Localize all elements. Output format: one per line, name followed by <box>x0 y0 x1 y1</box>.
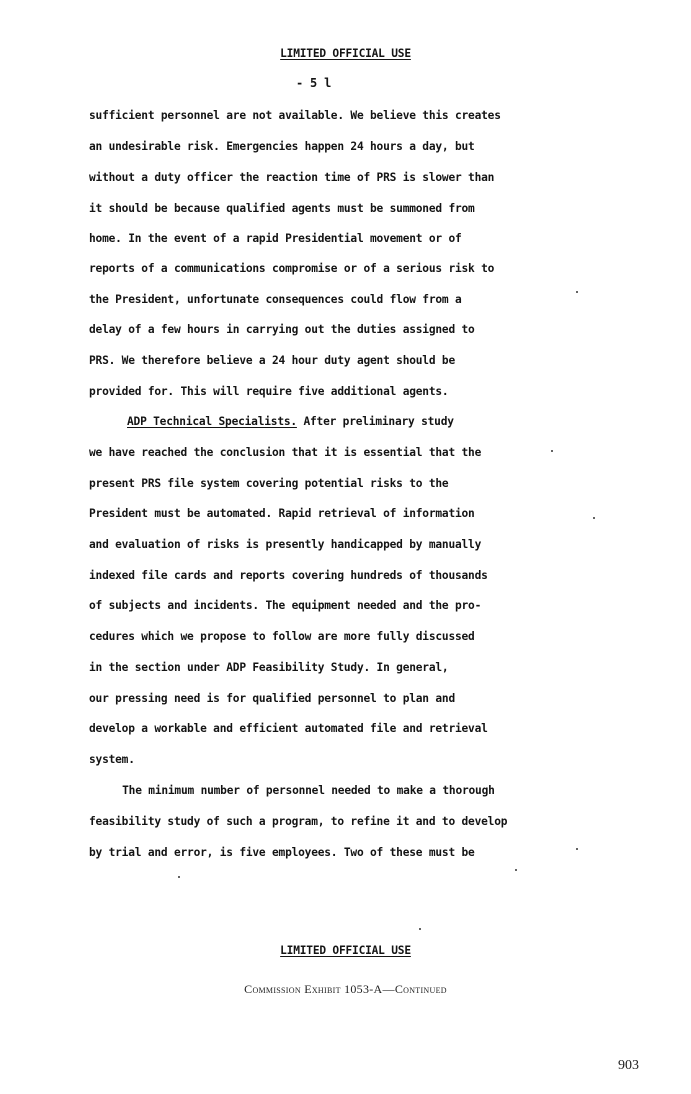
page-folio: 903 <box>618 1058 639 1073</box>
text-line: we have reached the conclusion that it is essential that the <box>89 446 482 459</box>
text-line: in the section under ADP Feasibility Study. In general, <box>89 661 449 674</box>
text-line: without a duty officer the reaction time of PRS is slower than <box>89 171 495 184</box>
scan-speck <box>576 291 578 293</box>
text-line: provided for. This will require five additional agents. <box>89 385 449 398</box>
text-line: The minimum number of personnel needed to make a thorough <box>96 784 495 797</box>
text-line: our pressing need is for qualified personnel to plan and <box>89 692 455 705</box>
text-line: President must be automated. Rapid retrieval of information <box>89 507 475 520</box>
footer-classification: LIMITED OFFICIAL USE <box>280 944 411 957</box>
adp-rest: After preliminary study <box>296 415 454 428</box>
text-line: and evaluation of risks is presently handicapped by manually <box>89 538 482 551</box>
text-line: cedures which we propose to follow are more fully discussed <box>89 630 475 643</box>
scan-speck <box>593 517 595 519</box>
text-line: sufficient personnel are not available. We believe this creates <box>89 109 501 122</box>
text-line: of subjects and incidents. The equipment needed and the pro- <box>89 599 482 612</box>
text-line: it should be because qualified agents must be summoned from <box>89 202 475 215</box>
text-line: feasibility study of such a program, to refine it and to develop <box>89 815 508 828</box>
text-line: an undesirable risk. Emergencies happen 24 hours a day, but <box>89 140 475 153</box>
scan-speck <box>576 848 578 850</box>
text-line: reports of a communications compromise or of a serious risk to <box>89 262 495 275</box>
text-line: the President, unfortunate consequences could flow from a <box>89 293 462 306</box>
text-line: indexed file cards and reports covering hundreds of thousands <box>89 569 488 582</box>
header-classification: LIMITED OFFICIAL USE <box>280 47 411 60</box>
text-line: present PRS file system covering potential risks to the <box>89 477 449 490</box>
scan-speck <box>419 928 421 930</box>
adp-heading: ADP Technical Specialists. <box>127 415 297 428</box>
exhibit-caption: Commission Exhibit 1053-A—Continued <box>244 982 447 996</box>
text-line: PRS. We therefore believe a 24 hour duty agent should be <box>89 354 455 367</box>
text-line: develop a workable and efficient automated file and retrieval <box>89 722 488 735</box>
scan-speck <box>551 450 553 452</box>
page-number: - 5 l <box>296 76 332 90</box>
scan-speck <box>515 869 517 871</box>
text-line: system. <box>89 753 135 766</box>
text-line: delay of a few hours in carrying out the duties assigned to <box>89 323 475 336</box>
text-line: by trial and error, is five employees. Two of these must be <box>89 846 475 859</box>
scan-speck <box>178 876 180 878</box>
adp-paragraph-start <box>127 415 454 428</box>
text-line: home. In the event of a rapid Presidential movement or of <box>89 232 462 245</box>
